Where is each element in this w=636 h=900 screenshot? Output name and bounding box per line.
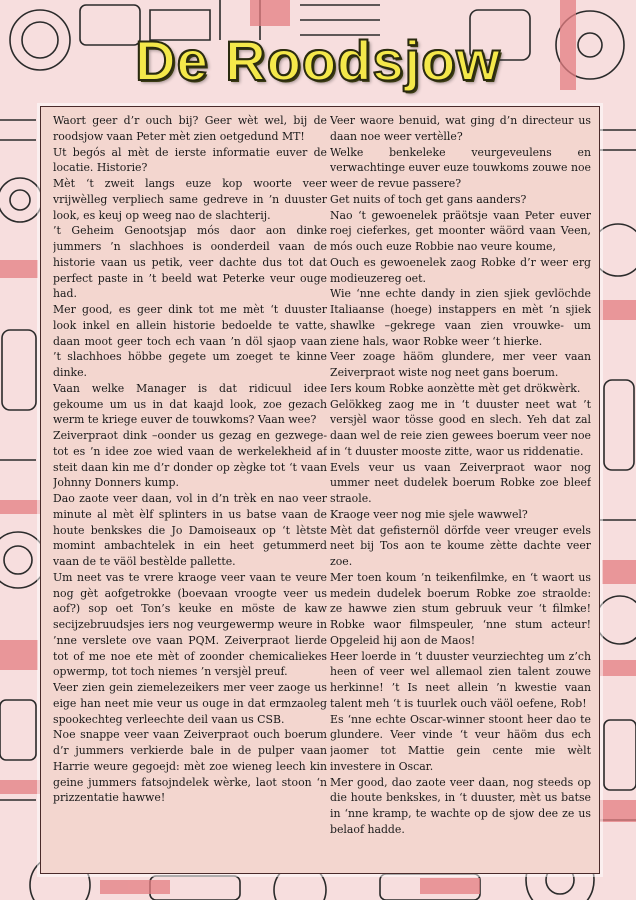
paragraph: Vaan welke Manager is dat ridicuul idee gekoume um us in dat kaajd look, zoe gezach werm te kriege euver de touwkoms? Vaan wee? — [53, 381, 327, 427]
paragraph: Noe snappe veer vaan Zeiverpraot ouch boerum d’r jummers verkierde bale in de pulper vaan Harrie weure gegoejd: mèt zoe wieneg leech kin geine jummers fatsojndelek wèrke, laot stoon ‘n prizzentatie hawwe! — [53, 728, 327, 805]
article-column-left — [53, 113, 327, 873]
paragraph: Iers koum Robke aonzètte mèt get drökwèrk. — [330, 381, 581, 395]
paragraph: ’t Geheim Genootsjap mós daor aon dinke jummers ’n slachhoes is oonderdeil vaan de historie vaan us petik, veer dachte dus tot dat perfect paste in ’t beeld wat Peterke veur ouge had. — [53, 224, 327, 301]
paragraph: Veer zien gein ziemelezeikers mer veer zaoge us eige han neet mie veur us ouge in dat ermzaoleg spookechteg verleechte deil vaan us CSB. — [53, 681, 327, 726]
paragraph: Evels veur us vaan Zeiverpraot waor nog ummer neet dudelek boerum Robke zoe bleef straole. — [330, 460, 591, 505]
page-title: De Roodsjow — [135, 29, 501, 92]
article-panel — [40, 106, 600, 874]
paragraph: Veer waore benuid, wat ging d’n directeur us daan noe weer vertèlle? — [330, 114, 591, 143]
paragraph: Ut begós al mèt de ierste informatie euver de locatie. Historie? — [53, 145, 327, 175]
paragraph: Veer zoage häöm glundere, mer veer vaan Zeiverpraot wiste nog neet gans boerum. — [330, 350, 591, 379]
paragraph: Heer loerde in ‘t duuster veurziechteg um z’ch heen of veer wel allemaol zien talent zouwe herkinne! ’t Is neet allein ’n kwestie vaan talent meh ‘t is tuurlek ouch väöl oefene, Rob! — [330, 649, 591, 710]
paragraph: Mer good, es geer dink tot me mèt ‘t duuster look inkel en allein historie bedoelde te vatte, daan moot geer toch ech vaan ’n döl sjaop vaan ’t slachhoes höbbe gegete um zoeget te kinne dinke. — [53, 303, 327, 379]
article-column-right — [330, 113, 591, 873]
paragraph: Mer good, dao zaote veer daan, nog steeds op die houte benkskes, in ‘t duuster, mèt us batse in ‘nne kramp, te wachte op de sjow dee ze us belaof hadde. — [330, 775, 591, 836]
paragraph: Wie ‘nne echte dandy in zien sjiek gevlöchde Italiaanse (hoege) instappers en mèt ’n sjiek shawlke –gekrege vaan zien vrouwke- um ziene hals, waor Robke weer ‘t hierke. — [330, 287, 591, 348]
paragraph: Zeiverpraot dink –oonder us gezag en gezwege- tot es ’n idee zoe wied vaan de werkelekheid af steit daan kin me d’r donder op zègke tot ‘t vaan Johnny Donners kump. — [53, 429, 327, 490]
paragraph: Gelökkeg zaog me in ‘t duuster neet wat ’t versjèl waor tösse good en slech. Yeh dat zal daan wel de reie zien gewees boerum veer noe in ‘t duuster mooste zitte, waor us riddenatie. — [330, 397, 591, 458]
paragraph: Dao zaote veer daan, vol in d’n trèk en nao veer minute al mèt èlf splinters in us batse vaan de houte benkskes die Jo Damoiseaux op ‘t lètste momint ambachtelek in ein heet getummerd vaan de te väöl bestèlde pallette. — [53, 492, 327, 568]
paragraph: Es ‘nne echte Oscar-winner stoont heer dao te glundere. Veer vinde ‘t veur häöm dus ech jaomer tot Mattie gein cente mie wèlt investere in Oscar. — [330, 712, 591, 773]
paragraph: Waort geer d’r ouch bij? Geer wèt wel, bij de roodsjow vaan Peter mèt zien oetgedund MT! — [53, 114, 327, 143]
paragraph: Um neet vas te vrere kraoge veer vaan te veure nog gèt aofgetrokke (boevaan vroogte veer us aof?) sop oet Ton’s keuke en möste de kaw secijzebruudsjes iers nog veurgewermp weure in ’nne verslete ove vaan PQM. Zeiverpraot lierde tot of me noe ete mèt of zoonder chemicaliekes opwermp, tot toch niemes ’n versjèl preuf. — [53, 570, 327, 679]
paragraph: Welke benkeleke veurgeveulens en verwachtinge euver euze touwkoms zouwe noe weer de revue passere? — [330, 145, 591, 190]
paragraph: Nao ‘t gewoenelek präötsje vaan Peter euver roej cieferkes, get moonter wäörd vaan Veen, mós ouch euze Robbie nao veure koume, — [330, 208, 591, 253]
paragraph: Mèt ‘t zweit langs euze kop woorte veer vrijwèlleg verpliech same gedreve in ’n duuster look, es keuj op weeg nao de slachterij. — [53, 177, 327, 222]
paragraph: Mer toen koum ’n teikenfilmke, en ‘t waort us medein dudelek boerum Robke zoe straolde: ze hawwe zien stum gebruuk veur ‘t filmke! Robke waor filmspeuler, ‘nne stum acteur! Opgeleid hij aon de Maos! — [330, 570, 591, 647]
paragraph: Ouch es gewoenelek zaog Robke d’r weer erg modieuzereg oet. — [330, 255, 591, 285]
paragraph: Mèt dat gefisternöl dörfde veer vreuger evels neet bij Tos aon te koume zètte dachte veer zoe. — [330, 523, 591, 568]
paragraph: Kraoge veer nog mie sjele wawwel? — [330, 507, 528, 521]
paragraph: Get nuits of toch get gans aanders? — [330, 192, 527, 206]
